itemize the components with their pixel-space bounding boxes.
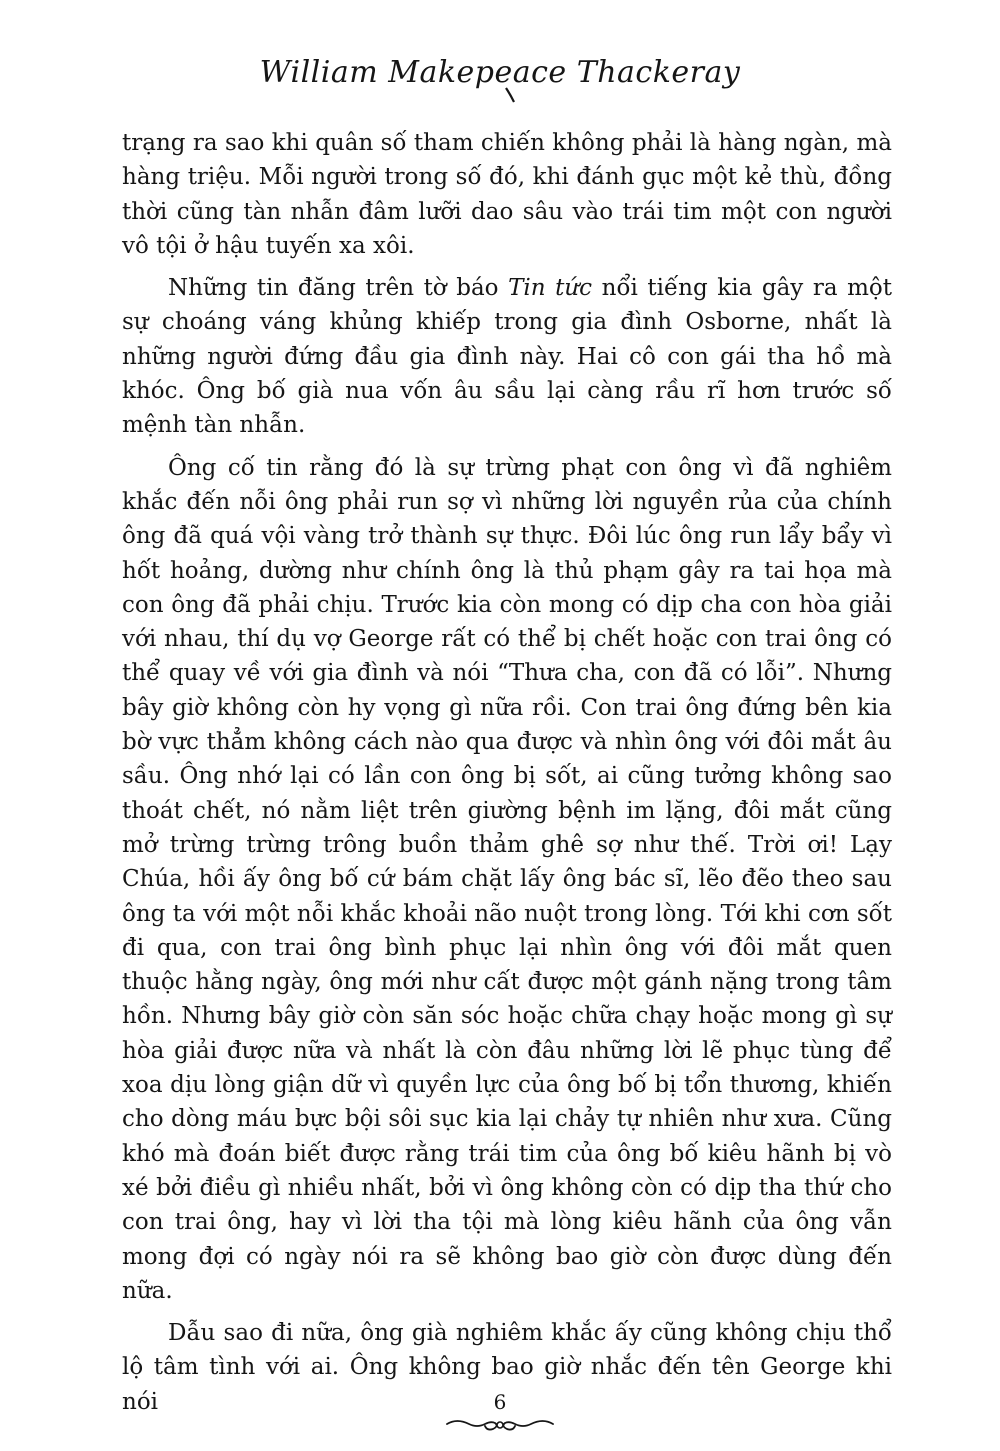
- paragraph-1: trạng ra sao khi quân số tham chiến không phải là hàng ngàn, mà hàng triệu. Mỗi người trong số đó, khi đánh gục một kẻ thù, đồng thời cũng tàn nhẫn đâm lưỡi dao sâu vào trái tim một con người vô tội ở hậu tuyến xa xôi.: [122, 130, 892, 259]
- ornament-icon: [445, 1416, 555, 1432]
- paragraph-3: Ông cố tin rằng đó là sự trừng phạt con ông vì đã nghiêm khắc đến nỗi ông phải run sợ vì những lời nguyền rủa của chính ông đã quá vội vàng trở thành sự thực. Đôi lúc ông run lẩy bẩy vì hốt hoảng, dường như chính ông là thủ phạm gây ra tai họa mà con ông đã phải chịu. Trước kia còn mong có dịp cha con hòa giải với nhau, thí dụ vợ George rất có thể bị chết hoặc con trai ông có thể quay về với gia đình và nói “Thưa cha, con đã có lỗi”. Nhưng bây giờ không còn hy vọng gì nữa rồi. Con trai ông đứng bên kia bờ vực thẳm không cách nào qua được và nhìn ông với đôi mắt âu sầu. Ông nhớ lại có lần con ông bị sốt, ai cũng tưởng không sao thoát chết, nó nằm liệt trên giường bệnh im lặng, đôi mắt cũng mở trừng trừng trông buồn thảm ghê sợ như thế. Trời ơi! Lạy Chúa, hồi ấy ông bố cứ bám chặt lấy ông bác sĩ, lẽo đẽo theo sau ông ta với một nỗi khắc khoải não nuột trong lòng. Tới khi cơn sốt đi qua, con trai ông bình phục lại nhìn ông với đôi mắt quen thuộc hằng ngày, ông mới như cất được một gánh nặng trong tâm hồn. Nhưng bây giờ còn săn sóc hoặc chữa chạy hoặc mong gì sự hòa giải được nữa và nhất là còn đâu những lời lẽ phục tùng để xoa dịu lòng giận dữ vì quyền lực của ông bố bị tổn thương, khiến cho dòng máu bực bội sôi sục kia lại chảy tự nhiên như xưa. Cũng khó mà đoán biết được rằng trái tim của ông bố kiêu hãnh bị vò xé bởi điều gì nhiều nhất, bởi vì ông không còn có dịp tha thứ cho con trai ông, hay vì lời tha tội mà lòng kiêu hãnh của ông vẫn mong đợi có ngày nói ra sẽ không bao giờ còn được dùng đến nữa.: [122, 454, 892, 1304]
- page-footer: [0, 1390, 1000, 1432]
- signature-flourish: [506, 88, 514, 102]
- author-name: William Makepeace Thackeray: [259, 55, 741, 90]
- page-number: 6: [493, 1390, 507, 1414]
- running-head: [0, 48, 1000, 108]
- author-signature: [259, 48, 741, 108]
- body-text: [122, 126, 892, 1427]
- paragraph-2-lead: Những tin đăng trên tờ báo: [168, 275, 509, 302]
- paragraph-4: Dẫu sao đi nữa, ông già nghiêm khắc ấy cũng không chịu thổ lộ tâm tình với ai. Ông không bao giờ nhắc đến tên George khi nói: [122, 1320, 892, 1415]
- newspaper-title: Tin tức: [508, 275, 593, 302]
- paragraph-2-rest: nổi tiếng kia gây ra một sự choáng váng khủng khiếp trong gia đình Osborne, nhất là những người đứng đầu gia đình này. Hai cô con gái tha hồ mà khóc. Ông bố già nua vốn âu sầu lại càng rầu rĩ hơn trước số mệnh tàn nhẫn.: [122, 275, 892, 439]
- paragraph-2: [122, 271, 892, 442]
